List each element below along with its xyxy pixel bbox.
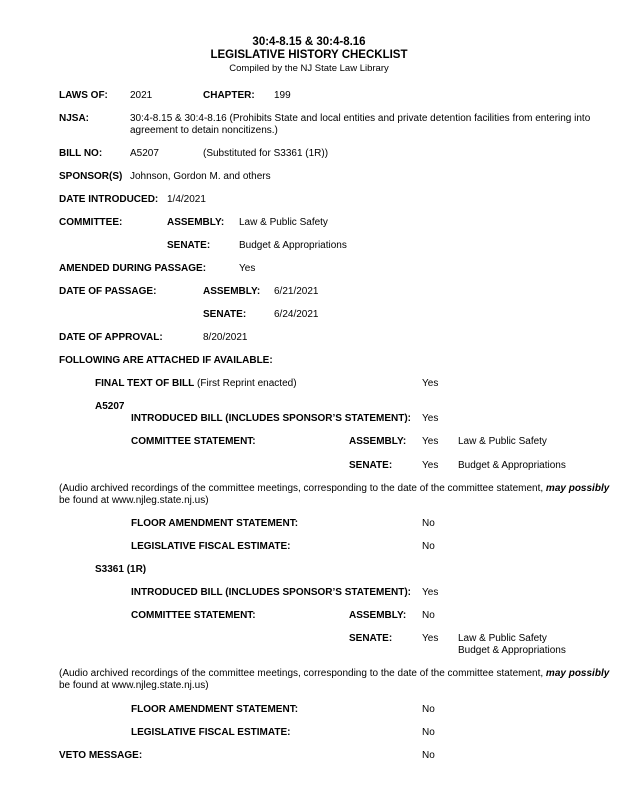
s3361-assembly-value: No bbox=[422, 610, 435, 621]
a5207-fiscal-value: No bbox=[422, 541, 435, 552]
date-introduced-label: DATE INTRODUCED: bbox=[59, 194, 159, 205]
final-text-note: (First Reprint enacted) bbox=[197, 378, 297, 389]
audio-note-1-line-2: be found at www.njleg.state.nj.us) bbox=[59, 495, 209, 506]
a5207-senate-value: Yes bbox=[422, 460, 439, 471]
final-text-row bbox=[95, 378, 297, 390]
subtitle: Compiled by the NJ State Law Library bbox=[229, 63, 389, 74]
veto-value: No bbox=[422, 750, 435, 761]
s3361-introduced-label: INTRODUCED BILL (INCLUDES SPONSOR’S STATEMENT): bbox=[131, 587, 411, 598]
amended-label: AMENDED DURING PASSAGE: bbox=[59, 263, 207, 274]
a5207-floor-value: No bbox=[422, 518, 435, 529]
passage-senate-label: SENATE: bbox=[203, 309, 247, 320]
s3361-assembly-label: ASSEMBLY: bbox=[349, 610, 407, 621]
veto-label: VETO MESSAGE: bbox=[59, 750, 143, 761]
s3361-senate-value: Yes bbox=[422, 633, 439, 644]
s3361-introduced-value: Yes bbox=[422, 587, 439, 598]
s3361-heading: S3361 (1R) bbox=[95, 564, 147, 575]
njsa-line-2: agreement to detain noncitizens.) bbox=[130, 125, 278, 136]
sponsors-label: SPONSOR(S) bbox=[59, 171, 123, 182]
a5207-assembly-committee: Law & Public Safety bbox=[458, 436, 547, 447]
a5207-heading: A5207 bbox=[95, 401, 125, 412]
date-introduced-value: 1/4/2021 bbox=[167, 194, 206, 205]
a5207-introduced-value: Yes bbox=[422, 413, 439, 424]
sponsors-value: Johnson, Gordon M. and others bbox=[130, 171, 271, 182]
s3361-senate-committee-1: Law & Public Safety bbox=[458, 633, 547, 644]
date-of-approval-value: 8/20/2021 bbox=[203, 332, 248, 343]
committee-assembly-value: Law & Public Safety bbox=[239, 217, 328, 228]
audio-note-text: (Audio archived recordings of the committee meetings, corresponding to the date of the committee statement, bbox=[59, 668, 544, 679]
audio-note-2-line-2: be found at www.njleg.state.nj.us) bbox=[59, 680, 209, 691]
njsa-line-1: 30:4-8.15 & 30:4-8.16 (Prohibits State and local entities and private detention facilities from entering into bbox=[130, 113, 591, 124]
date-of-approval-label: DATE OF APPROVAL: bbox=[59, 332, 163, 343]
date-of-passage-label: DATE OF PASSAGE: bbox=[59, 286, 157, 297]
passage-assembly-label: ASSEMBLY: bbox=[203, 286, 261, 297]
audio-note-text: (Audio archived recordings of the committee meetings, corresponding to the date of the committee statement, bbox=[59, 483, 544, 494]
final-text-label: FINAL TEXT OF BILL bbox=[95, 378, 195, 389]
a5207-assembly-value: Yes bbox=[422, 436, 439, 447]
a5207-senate-committee: Budget & Appropriations bbox=[458, 460, 566, 471]
amended-value: Yes bbox=[239, 263, 256, 274]
s3361-floor-label: FLOOR AMENDMENT STATEMENT: bbox=[131, 704, 299, 715]
committee-assembly-label: ASSEMBLY: bbox=[167, 217, 225, 228]
committee-label: COMMITTEE: bbox=[59, 217, 123, 228]
laws-of-label: LAWS OF: bbox=[59, 90, 108, 101]
s3361-senate-label: SENATE: bbox=[349, 633, 393, 644]
audio-note-emphasis: may possibly bbox=[545, 668, 610, 679]
a5207-committee-label: COMMITTEE STATEMENT: bbox=[131, 436, 256, 447]
passage-senate-value: 6/24/2021 bbox=[274, 309, 319, 320]
bill-no-value: A5207 bbox=[130, 148, 159, 159]
title-line-1: 30:4-8.15 & 30:4-8.16 bbox=[252, 36, 366, 48]
audio-note-2-line-1 bbox=[59, 668, 609, 680]
title-line-2: LEGISLATIVE HISTORY CHECKLIST bbox=[210, 49, 408, 61]
a5207-fiscal-label: LEGISLATIVE FISCAL ESTIMATE: bbox=[131, 541, 291, 552]
chapter-label: CHAPTER: bbox=[203, 90, 255, 101]
bill-no-label: BILL NO: bbox=[59, 148, 103, 159]
s3361-committee-label: COMMITTEE STATEMENT: bbox=[131, 610, 256, 621]
a5207-assembly-label: ASSEMBLY: bbox=[349, 436, 407, 447]
laws-of-value: 2021 bbox=[130, 90, 153, 101]
committee-senate-value: Budget & Appropriations bbox=[239, 240, 347, 251]
final-text-value: Yes bbox=[422, 378, 439, 389]
s3361-senate-committee-2: Budget & Appropriations bbox=[458, 645, 566, 656]
bill-no-note: (Substituted for S3361 (1R)) bbox=[203, 148, 329, 159]
njsa-label: NJSA: bbox=[59, 113, 90, 124]
audio-note-1-line-1 bbox=[59, 483, 609, 495]
chapter-value: 199 bbox=[274, 90, 291, 101]
a5207-floor-label: FLOOR AMENDMENT STATEMENT: bbox=[131, 518, 299, 529]
passage-assembly-value: 6/21/2021 bbox=[274, 286, 319, 297]
s3361-fiscal-label: LEGISLATIVE FISCAL ESTIMATE: bbox=[131, 727, 291, 738]
s3361-floor-value: No bbox=[422, 704, 435, 715]
following-heading: FOLLOWING ARE ATTACHED IF AVAILABLE: bbox=[59, 355, 273, 366]
committee-senate-label: SENATE: bbox=[167, 240, 211, 251]
a5207-senate-label: SENATE: bbox=[349, 460, 393, 471]
audio-note-emphasis: may possibly bbox=[545, 483, 610, 494]
a5207-introduced-label: INTRODUCED BILL (INCLUDES SPONSOR’S STATEMENT): bbox=[131, 413, 411, 424]
s3361-fiscal-value: No bbox=[422, 727, 435, 738]
